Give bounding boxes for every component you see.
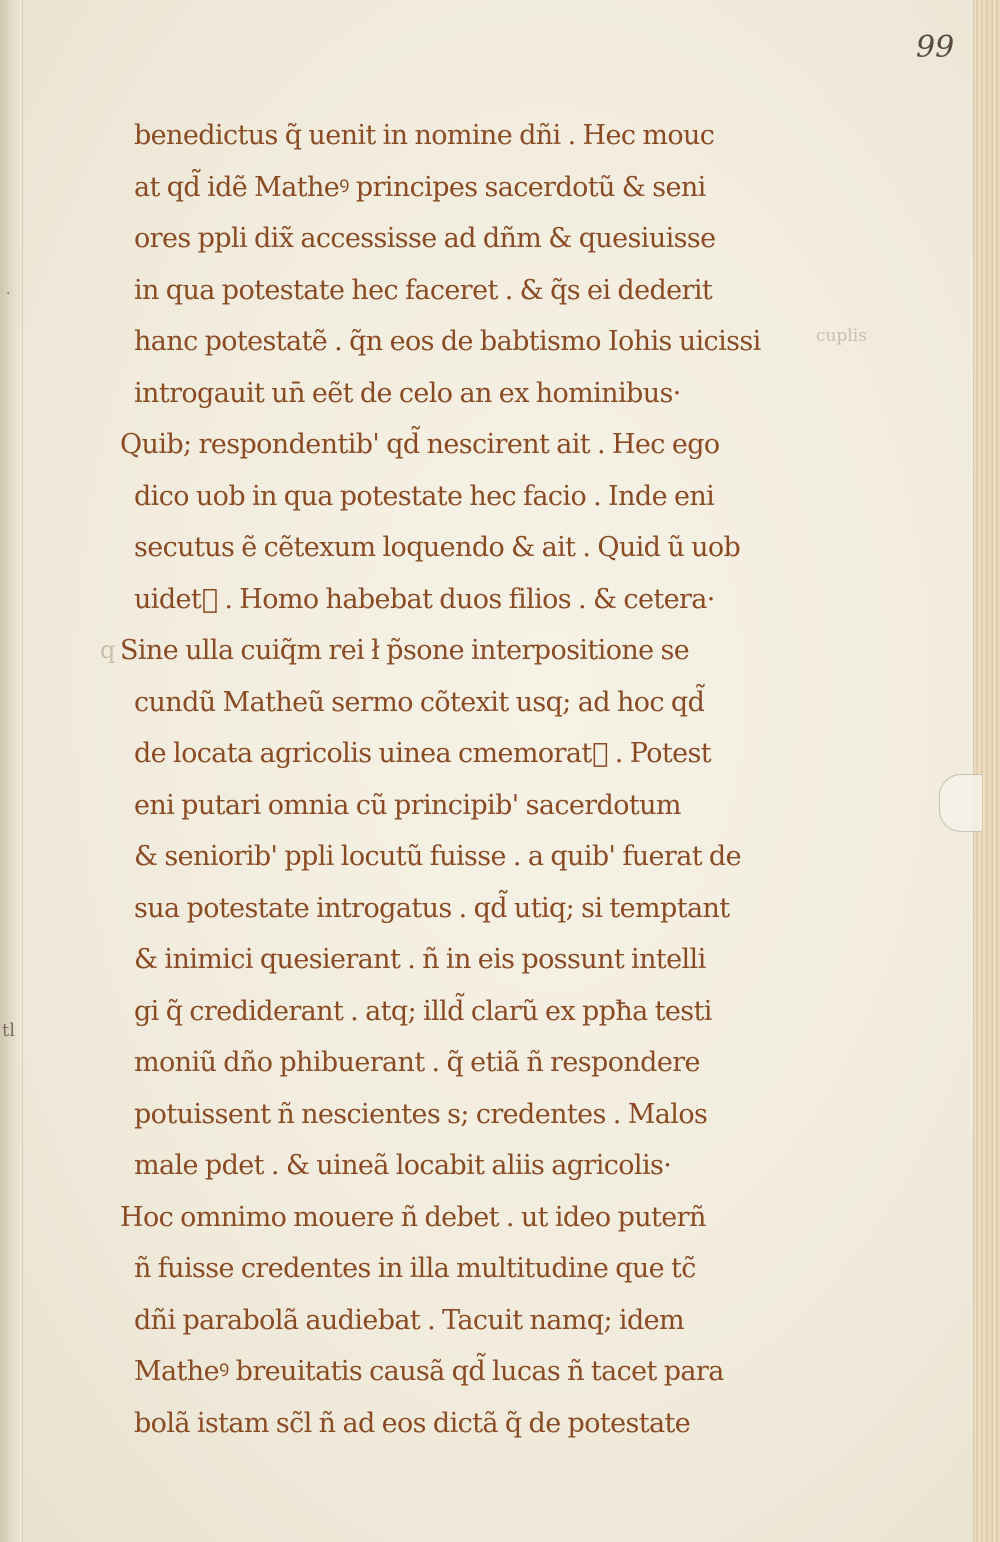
manuscript-line: Matheꝰ breuitatis causã qd̃ lucas ñ tacet para bbox=[134, 1356, 724, 1387]
left-gutter bbox=[0, 0, 23, 1542]
manuscript-line: ñ fuisse credentes in illa multitudine que tc̃ bbox=[134, 1253, 696, 1284]
manuscript-line: bolã istam sc̃l ñ ad eos dictã q̃ de potestate bbox=[134, 1407, 691, 1439]
manuscript-line: at qd̃ idẽ Matheꝰ principes sacerdotũ & seni bbox=[134, 171, 706, 203]
manuscript-line: uidet᷑ . Homo habebat duos filios . & cetera· bbox=[134, 583, 715, 615]
manuscript-line: ores ppli dix̃ accessisse ad dñm & quesiuisse bbox=[134, 223, 716, 254]
folio-number: 99 bbox=[916, 30, 955, 65]
manuscript-text-block bbox=[120, 110, 820, 1449]
manuscript-line: secutus ẽ cẽtexum loquendo & ait . Quid ũ uob bbox=[134, 532, 741, 563]
manuscript-line: eni putari omnia cũ principib' sacerdotum bbox=[134, 789, 681, 821]
manuscript-line: dñi parabolã audiebat . Tacuit namq; idem bbox=[134, 1304, 685, 1336]
show-through-margin-text: cuplis bbox=[816, 326, 867, 346]
manuscript-line: benedictus q̃ uenit in nomine dñi . Hec mouc bbox=[134, 120, 715, 151]
manuscript-line: gi q̃ crediderant . atq; illd̃ clarũ ex ppħa testi bbox=[134, 995, 712, 1027]
right-leaf-edge bbox=[973, 0, 1000, 1542]
manuscript-line: hanc potestatẽ . q̃n eos de babtismo Iohis uicissi bbox=[134, 326, 761, 357]
manuscript-line: in qua potestate hec faceret . & q̃s ei dederit bbox=[134, 274, 713, 306]
manuscript-line: introgauit un̄ eẽt de celo an ex hominibus· bbox=[134, 377, 681, 409]
page-tab-marker bbox=[939, 774, 982, 832]
manuscript-line: sua potestate introgatus . qd̃ utiq; si temptant bbox=[134, 892, 730, 924]
left-edge-mark-top: · bbox=[6, 286, 11, 302]
manuscript-line: potuissent ñ nescientes s; credentes . Malos bbox=[134, 1098, 708, 1130]
manuscript-line: cundũ Matheũ sermo cõtexit usq; ad hoc qd̃ bbox=[134, 686, 705, 718]
left-edge-mark: tl bbox=[2, 1020, 15, 1041]
manuscript-line: de locata agricolis uinea cmemorat᷑ . Potest bbox=[134, 738, 711, 769]
manuscript-line: Sine ulla cuiq̃m rei ł p̃sone interpositione se bbox=[120, 635, 690, 666]
manuscript-line: & seniorib' ppli locutũ fuisse . a quib' fuerat de bbox=[134, 841, 741, 872]
manuscript-line: moniũ dño phibuerant . q̃ etiã ñ respondere bbox=[134, 1047, 700, 1078]
manuscript-line: Hoc omnimo mouere ñ debet . ut ideo puterñ bbox=[120, 1201, 706, 1233]
manuscript-line: dico uob in qua potestate hec facio . Inde eni bbox=[134, 480, 715, 512]
manuscript-line: Quib; respondentib' qd̃ nescirent ait . Hec ego bbox=[120, 429, 720, 460]
manuscript-line: male pdet . & uineã locabit aliis agricolis· bbox=[134, 1150, 672, 1181]
manuscript-line: & inimici quesierant . ñ in eis possunt intelli bbox=[134, 944, 706, 975]
show-through-left-text: q bbox=[100, 636, 116, 664]
